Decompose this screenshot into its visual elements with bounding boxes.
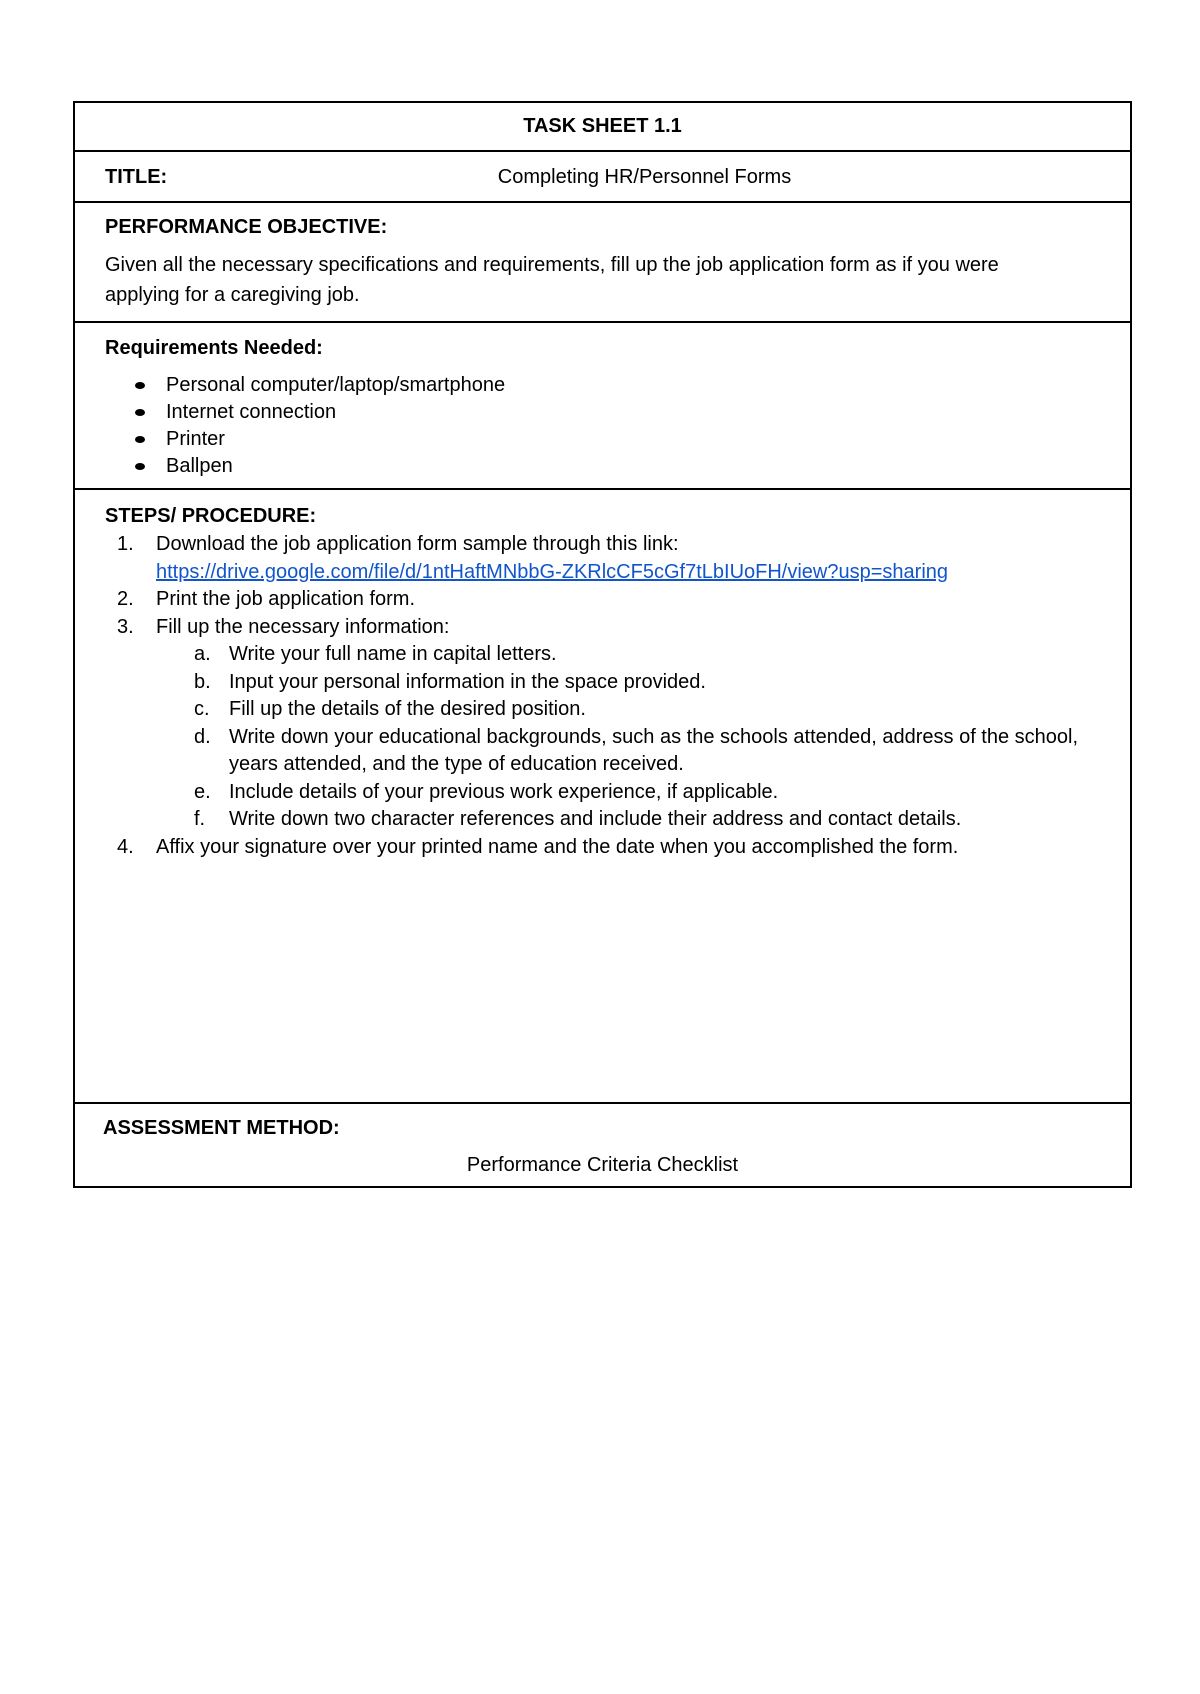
substep-item	[156, 779, 1100, 807]
list-item: Printer	[166, 426, 1100, 453]
substep-letter: d.	[194, 725, 211, 748]
assessment-label: ASSESSMENT METHOD:	[103, 1117, 340, 1139]
substep-item	[156, 806, 1100, 834]
step-number: 3.	[117, 615, 134, 638]
objective-text: Given all the necessary specifications and requirements, fill up the job application form as if you were applying for a caregiving job.	[105, 254, 999, 306]
step-number: 4.	[117, 835, 134, 858]
requirements-label: Requirements Needed:	[105, 337, 323, 359]
substep-text: Write down two character references and include their address and contact details.	[229, 808, 962, 830]
assessment-row	[75, 1104, 1130, 1186]
step-item	[105, 531, 1100, 586]
substep-letter: e.	[194, 780, 211, 803]
substep-text: Include details of your previous work experience, if applicable.	[229, 780, 779, 803]
substep-text: Write your full name in capital letters.	[229, 643, 557, 665]
task-sheet-title: TASK SHEET 1.1	[523, 115, 682, 137]
step-item	[105, 834, 1100, 862]
objective-row	[75, 203, 1130, 323]
step-text: Download the job application form sample through this link:	[156, 533, 679, 555]
title-value: Completing HR/Personnel Forms	[497, 166, 792, 188]
steps-list	[105, 531, 1100, 861]
step-item	[105, 614, 1100, 834]
assessment-value: Performance Criteria Checklist	[466, 1154, 739, 1176]
substep-letter: c.	[194, 698, 210, 720]
step-item	[105, 586, 1100, 614]
list-item: Ballpen	[166, 453, 1100, 480]
substep-item	[156, 696, 1100, 724]
title-label: TITLE:	[105, 166, 168, 188]
requirements-list	[105, 372, 1100, 480]
substep-text: Fill up the details of the desired position.	[229, 698, 586, 720]
substep-letter: b.	[194, 670, 211, 693]
substep-item	[156, 669, 1100, 697]
list-item: Internet connection	[166, 399, 1100, 426]
form-download-link[interactable]: https://drive.google.com/file/d/1ntHaftMNbbG-ZKRlcCF5cGf7tLbIUoFH/view?usp=sharing	[156, 560, 949, 583]
list-item: Personal computer/laptop/smartphone	[166, 372, 1100, 399]
substep-text: Input your personal information in the space provided.	[229, 670, 706, 693]
step-text: Fill up the necessary information:	[156, 615, 450, 638]
requirements-row	[75, 323, 1130, 490]
step-text: Print the job application form.	[156, 588, 416, 610]
steps-row	[75, 490, 1130, 1104]
substep-text: Write down your educational backgrounds, such as the schools attended, address of the school, years attended, and the type of education received.	[229, 725, 1079, 775]
substep-letter: f.	[194, 808, 206, 830]
steps-label: STEPS/ PROCEDURE:	[105, 505, 317, 527]
substep-item	[156, 724, 1100, 779]
objective-label: PERFORMANCE OBJECTIVE:	[105, 216, 388, 238]
title-row	[75, 152, 1130, 203]
substep-item	[156, 641, 1100, 669]
task-sheet-table	[73, 101, 1132, 1188]
substeps-list	[156, 641, 1100, 834]
step-text: Affix your signature over your printed name and the date when you accomplished the form.	[156, 835, 959, 858]
step-number: 1.	[117, 533, 134, 555]
header-row	[75, 103, 1130, 152]
step-number: 2.	[117, 588, 134, 610]
substep-letter: a.	[194, 643, 211, 665]
